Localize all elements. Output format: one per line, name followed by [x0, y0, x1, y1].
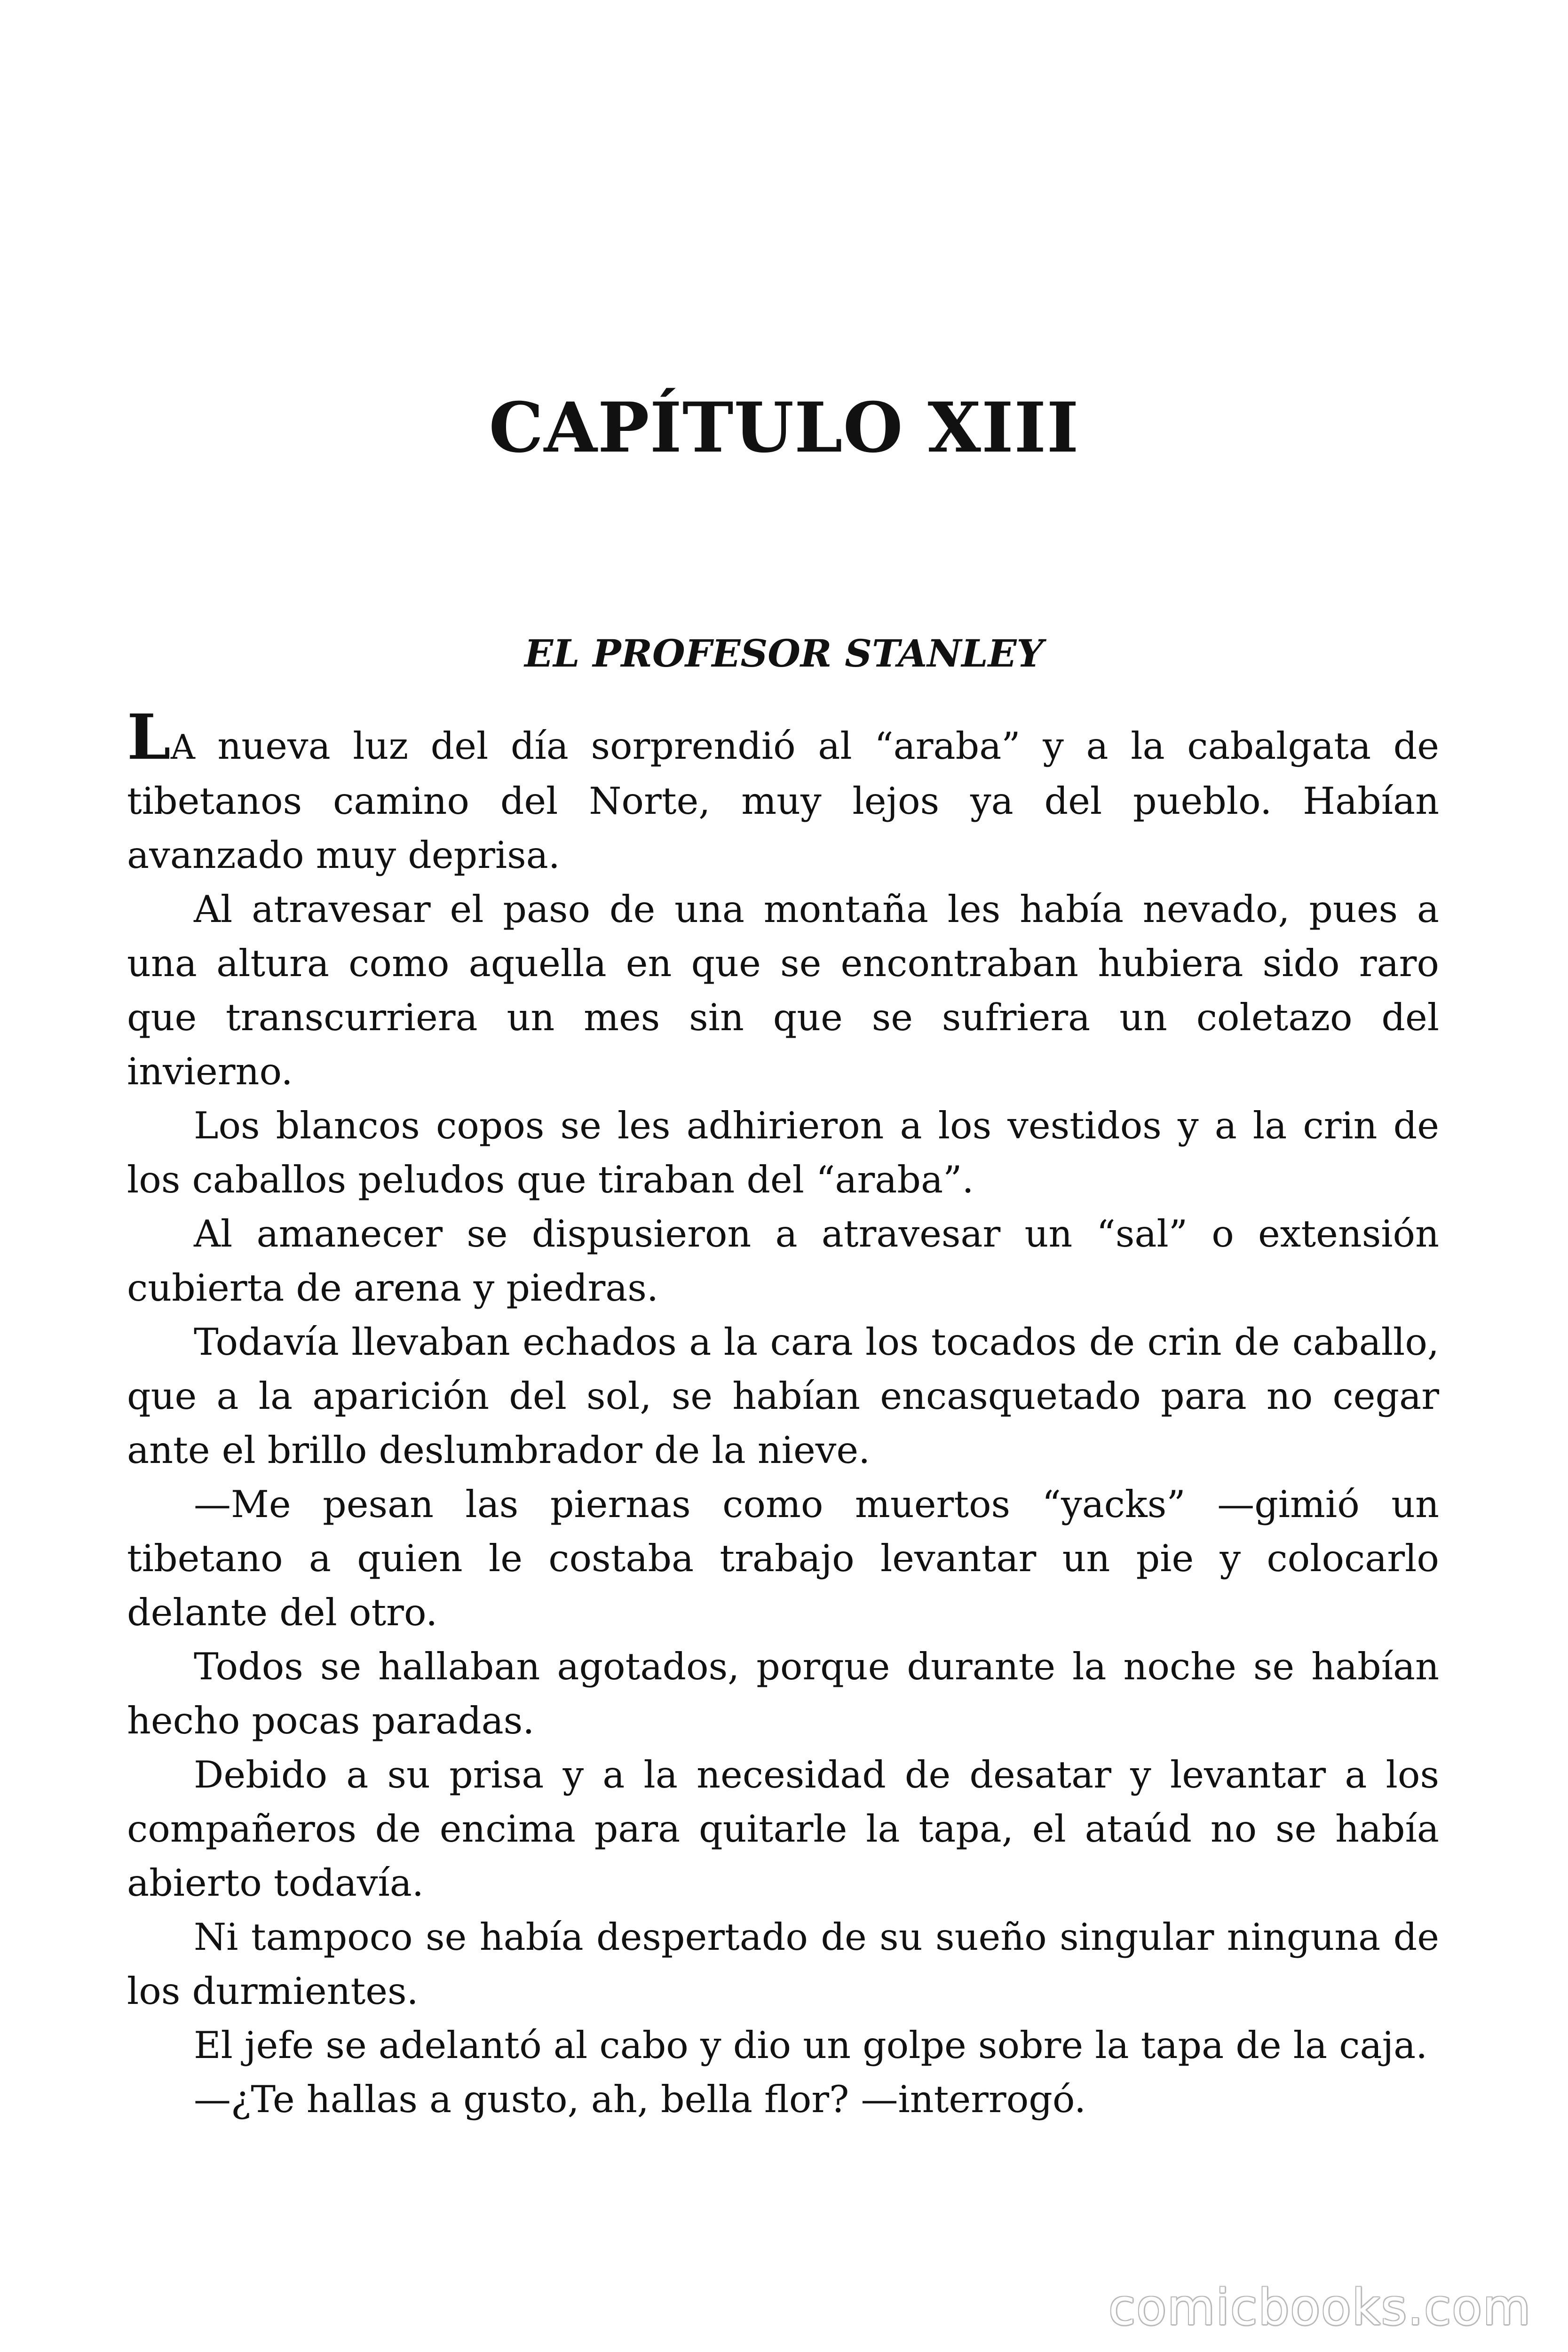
paragraph: Ni tampoco se había despertado de su sueño singular ninguna de los durmientes.	[127, 1915, 1439, 2013]
chapter-body	[127, 701, 1439, 2127]
chapter-subtitle: EL PROFESOR STANLEY	[524, 631, 1044, 675]
paragraph: Los blancos copos se les adhirieron a los vestidos y a la crin de los caballos peludos que tiraban del “araba”.	[127, 1104, 1439, 1201]
paragraph: Todos se hallaban agotados, porque durante la noche se habían hecho pocas paradas.	[127, 1645, 1439, 1742]
small-cap: A	[170, 727, 195, 767]
opening-paragraph	[127, 701, 1439, 882]
paragraph: Debido a su prisa y a la necesidad de desatar y levantar a los compañeros de encima para quitarle la tapa, el ataúd no se había abierto todavía.	[127, 1753, 1439, 1905]
paragraph: Todavía llevaban echados a la cara los tocados de crin de caballo, que a la aparición del sol, se habían encasquetado para no cegar ante el brillo deslumbrador de la nieve.	[127, 1320, 1439, 1472]
chapter-title: CAPÍTULO XIII	[489, 388, 1079, 468]
opening-text: nueva luz del día sorprendió al “araba” y a la cabalgata de tibetanos camino del Norte, muy lejos ya del pueblo. Habían avanzado muy deprisa.	[127, 724, 1439, 877]
watermark-logo: comicbooks.com	[1108, 2279, 1531, 2336]
paragraph: Al atravesar el paso de una montaña les había nevado, pues a una altura como aquella en que se encontraban hubiera sido raro que transcurriera un mes sin que se sufriera un coletazo del invierno.	[127, 888, 1439, 1093]
paragraph: Al amanecer se dispusieron a atravesar un “sal” o extensión cubierta de arena y piedras.	[127, 1212, 1439, 1310]
paragraph: —Me pesan las piernas como muertos “yacks” —gimió un tibetano a quien le costaba trabajo levantar un pie y colocarlo delante del otro.	[127, 1483, 1439, 1634]
paragraph: El jefe se adelantó al cabo y dio un golpe sobre la tapa de la caja.	[194, 2024, 1428, 2067]
drop-cap: L	[127, 701, 171, 774]
paragraph: —¿Te hallas a gusto, ah, bella flor? —interrogó.	[194, 2078, 1086, 2121]
